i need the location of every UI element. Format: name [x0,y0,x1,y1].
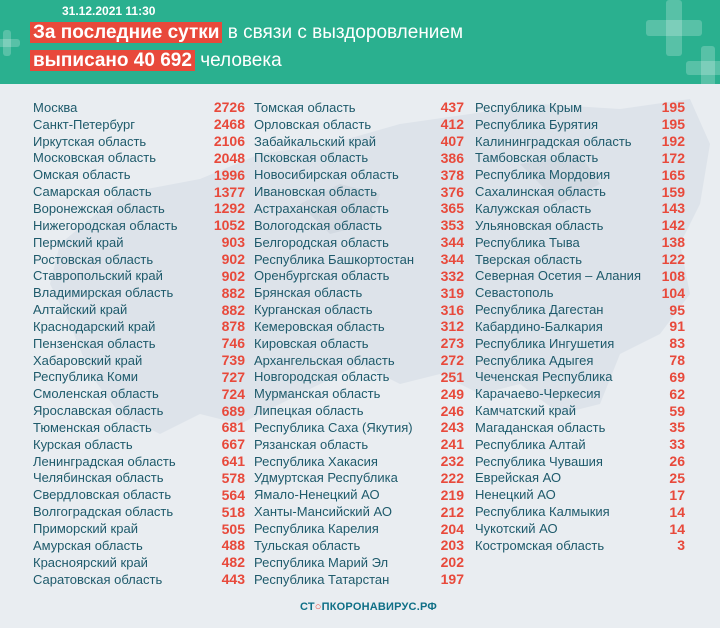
region-value: 578 [221,469,245,486]
region-name: Оренбургская область [254,268,390,284]
region-value: 26 [669,453,685,470]
region-name: Калининградская область [475,133,632,149]
region-name: Брянская область [254,285,363,301]
region-name: Республика Карелия [254,521,379,537]
region-value: 59 [669,402,685,419]
headline-people: человека [200,50,282,71]
region-row [475,116,685,133]
region-row [33,99,245,116]
region-name: Тульская область [254,537,361,553]
region-value: 878 [221,318,245,335]
region-name: Чеченская Республика [475,369,613,385]
region-row [254,217,464,234]
region-row [33,301,245,318]
region-name: Севастополь [475,285,554,301]
region-value: 902 [221,251,245,268]
region-name: Белгородская область [254,234,389,250]
regions-column-2 [254,99,464,587]
headline-text: в связи с выздоровлением [227,22,464,43]
region-name: Мурманская область [254,386,381,402]
region-row [33,183,245,200]
region-value: 17 [669,486,685,503]
region-name: Чукотский АО [475,521,558,537]
region-name: Челябинская область [33,470,164,486]
region-value: 232 [440,453,464,470]
region-name: Республика Дагестан [475,302,604,318]
region-name: Ненецкий АО [475,487,556,503]
region-row [254,503,464,520]
headline-line-2 [30,50,282,72]
region-value: 195 [661,99,685,116]
region-value: 2048 [213,149,245,166]
headline-line-1 [30,22,463,44]
region-value: 319 [440,284,464,301]
region-row [475,267,685,284]
region-name: Северная Осетия – Алания [475,268,641,284]
region-name: Орловская область [254,116,372,132]
region-name: Ленинградская область [33,453,176,469]
region-row [33,503,245,520]
region-row [254,486,464,503]
region-value: 488 [221,537,245,554]
region-row [33,571,245,588]
region-name: Забайкальский край [254,133,377,149]
region-name: Карачаево-Черкесия [475,386,601,402]
region-row [254,453,464,470]
region-row [254,150,464,167]
region-row [475,402,685,419]
region-value: 197 [440,571,464,588]
region-name: Кемеровская область [254,318,385,334]
region-row [33,470,245,487]
region-name: Республика Калмыкия [475,504,610,520]
region-value: 272 [440,352,464,369]
region-value: 727 [221,368,245,385]
region-value: 249 [440,385,464,402]
region-value: 273 [440,335,464,352]
region-value: 376 [440,183,464,200]
headline-highlight: За последние сутки [30,22,222,43]
region-value: 195 [661,116,685,133]
region-row [33,133,245,150]
region-row [475,284,685,301]
region-name: Ярославская область [33,403,164,419]
region-row [475,99,685,116]
region-row [254,284,464,301]
region-value: 159 [661,183,685,200]
region-value: 83 [669,335,685,352]
region-row [475,470,685,487]
region-row [475,503,685,520]
region-name: Волгоградская область [33,504,174,520]
region-row [254,470,464,487]
region-row [33,554,245,571]
region-row [475,436,685,453]
region-name: Республика Крым [475,99,583,115]
region-name: Курская область [33,436,133,452]
region-row [254,571,464,588]
region-row [33,520,245,537]
region-value: 739 [221,352,245,369]
region-row [254,318,464,335]
region-row [33,486,245,503]
region-value: 2106 [213,133,245,150]
region-row [254,166,464,183]
region-value: 902 [221,267,245,284]
region-value: 437 [440,99,464,116]
region-value: 386 [440,149,464,166]
region-value: 108 [661,267,685,284]
region-row [475,150,685,167]
region-name: Ханты-Мансийский АО [254,504,392,520]
region-name: Тюменская область [33,419,152,435]
region-name: Пермский край [33,234,124,250]
region-row [254,267,464,284]
region-name: Республика Адыгея [475,352,594,368]
region-row [33,166,245,183]
region-row [33,284,245,301]
region-name: Курганская область [254,302,373,318]
region-row [254,537,464,554]
region-value: 78 [669,352,685,369]
logo-o-icon: ○ [314,601,322,613]
region-name: Кировская область [254,335,369,351]
region-name: Ивановская область [254,184,377,200]
region-name: Красноярский край [33,554,148,570]
region-value: 365 [440,200,464,217]
region-row [475,217,685,234]
region-name: Республика Татарстан [254,571,390,587]
region-value: 443 [221,571,245,588]
region-name: Астраханская область [254,200,389,216]
region-name: Костромская область [475,537,605,553]
region-row [254,402,464,419]
region-name: Рязанская область [254,436,369,452]
region-name: Иркутская область [33,133,147,149]
region-name: Владимирская область [33,285,174,301]
region-value: 243 [440,419,464,436]
region-row [254,116,464,133]
region-value: 505 [221,520,245,537]
region-value: 407 [440,133,464,150]
region-name: Республика Марий Эл [254,554,389,570]
region-name: Воронежская область [33,200,165,216]
region-name: Тверская область [475,251,583,267]
region-name: Московская область [33,150,157,166]
region-row [475,183,685,200]
region-value: 344 [440,234,464,251]
region-row [33,251,245,268]
region-name: Калужская область [475,200,592,216]
region-name: Ульяновская область [475,217,604,233]
region-value: 14 [669,503,685,520]
region-name: Псковская область [254,150,369,166]
region-value: 312 [440,318,464,335]
region-name: Архангельская область [254,352,395,368]
region-row [475,234,685,251]
region-row [33,267,245,284]
plus-icon [0,30,20,56]
region-name: Камчатский край [475,403,576,419]
region-name: Тамбовская область [475,150,599,166]
region-value: 412 [440,116,464,133]
region-row [475,520,685,537]
region-name: Свердловская область [33,487,172,503]
region-value: 518 [221,503,245,520]
region-value: 1052 [213,217,245,234]
region-name: Республика Чувашия [475,453,603,469]
region-row [254,200,464,217]
region-row [33,369,245,386]
region-value: 69 [669,368,685,385]
region-name: Томская область [254,99,356,115]
region-value: 689 [221,402,245,419]
regions-column-3 [475,99,685,554]
region-name: Алтайский край [33,302,128,318]
region-value: 332 [440,267,464,284]
region-name: Самарская область [33,184,152,200]
region-name: Приморский край [33,521,138,537]
region-row [33,150,245,167]
region-name: Республика Коми [33,369,139,385]
regions-column-1 [33,99,245,587]
region-name: Удмуртская Республика [254,470,398,486]
region-row [475,419,685,436]
region-name: Республика Мордовия [475,167,611,183]
region-value: 3 [677,537,685,554]
region-name: Ямало-Ненецкий АО [254,487,380,503]
region-value: 482 [221,554,245,571]
region-value: 724 [221,385,245,402]
region-value: 246 [440,402,464,419]
region-row [254,436,464,453]
region-name: Нижегородская область [33,217,178,233]
region-name: Республика Алтай [475,436,586,452]
region-row [254,385,464,402]
region-value: 25 [669,469,685,486]
region-row [254,369,464,386]
region-row [33,116,245,133]
region-value: 142 [661,217,685,234]
region-value: 122 [661,251,685,268]
region-value: 641 [221,453,245,470]
region-value: 204 [440,520,464,537]
region-name: Сахалинская область [475,184,606,200]
region-name: Республика Хакасия [254,453,378,469]
region-value: 1996 [213,166,245,183]
region-name: Кабардино-Балкария [475,318,603,334]
region-value: 667 [221,436,245,453]
region-row [33,402,245,419]
region-row [475,385,685,402]
region-name: Ростовская область [33,251,154,267]
region-name: Саратовская область [33,571,163,587]
region-value: 241 [440,436,464,453]
region-value: 251 [440,368,464,385]
region-row [475,537,685,554]
region-value: 62 [669,385,685,402]
region-row [254,419,464,436]
region-name: Москва [33,99,78,115]
region-row [33,217,245,234]
region-name: Новосибирская область [254,167,399,183]
region-value: 564 [221,486,245,503]
region-row [33,318,245,335]
region-name: Омская область [33,167,131,183]
region-name: Республика Тыва [475,234,580,250]
headline-discharged: выписано 40 692 [30,50,195,71]
region-row [254,99,464,116]
region-value: 222 [440,469,464,486]
region-row [33,200,245,217]
region-value: 172 [661,149,685,166]
region-row [254,335,464,352]
date-label: 31.12.2021 11:30 [62,4,156,18]
region-row [33,419,245,436]
header-banner [0,0,720,84]
region-value: 14 [669,520,685,537]
total-number: 40 692 [133,50,192,71]
region-value: 316 [440,301,464,318]
region-value: 202 [440,554,464,571]
region-value: 2468 [213,116,245,133]
region-value: 203 [440,537,464,554]
region-name: Республика Саха (Якутия) [254,419,413,435]
region-value: 344 [440,251,464,268]
region-name: Ставропольский край [33,268,163,284]
region-value: 192 [661,133,685,150]
region-value: 91 [669,318,685,335]
region-row [475,301,685,318]
region-name: Краснодарский край [33,318,156,334]
region-name: Смоленская область [33,386,159,402]
region-name: Новгородская область [254,369,390,385]
region-value: 378 [440,166,464,183]
region-name: Санкт-Петербург [33,116,135,132]
region-value: 746 [221,335,245,352]
region-name: Магаданская область [475,419,606,435]
region-row [33,537,245,554]
region-row [475,318,685,335]
region-name: Липецкая область [254,403,364,419]
region-value: 1292 [213,200,245,217]
region-value: 104 [661,284,685,301]
region-name: Республика Башкортостан [254,251,414,267]
region-name: Амурская область [33,537,143,553]
region-row [475,486,685,503]
region-row [475,133,685,150]
region-name: Вологодская область [254,217,383,233]
region-row [254,520,464,537]
region-row [254,183,464,200]
plus-icon [686,46,720,84]
region-row [475,200,685,217]
region-row [254,352,464,369]
region-row [33,436,245,453]
region-value: 212 [440,503,464,520]
region-row [475,166,685,183]
region-row [254,554,464,571]
region-row [254,251,464,268]
region-row [254,133,464,150]
region-row [475,335,685,352]
region-row [33,352,245,369]
region-row [33,385,245,402]
region-value: 95 [669,301,685,318]
region-row [475,369,685,386]
region-value: 2726 [213,99,245,116]
region-value: 681 [221,419,245,436]
region-value: 35 [669,419,685,436]
footer-logo: СТ○ПКОРОНАВИРУС.РФ [300,601,437,613]
region-row [254,301,464,318]
region-name: Республика Бурятия [475,116,599,132]
region-value: 353 [440,217,464,234]
region-value: 165 [661,166,685,183]
region-row [33,234,245,251]
region-value: 903 [221,234,245,251]
region-name: Еврейская АО [475,470,562,486]
region-row [33,335,245,352]
region-row [475,352,685,369]
region-name: Хабаровский край [33,352,143,368]
region-row [254,234,464,251]
region-value: 33 [669,436,685,453]
region-value: 1377 [213,183,245,200]
region-name: Пензенская область [33,335,156,351]
region-row [33,453,245,470]
region-value: 219 [440,486,464,503]
region-value: 138 [661,234,685,251]
region-value: 143 [661,200,685,217]
region-name: Республика Ингушетия [475,335,615,351]
region-value: 882 [221,284,245,301]
region-row [475,251,685,268]
region-value: 882 [221,301,245,318]
region-row [475,453,685,470]
